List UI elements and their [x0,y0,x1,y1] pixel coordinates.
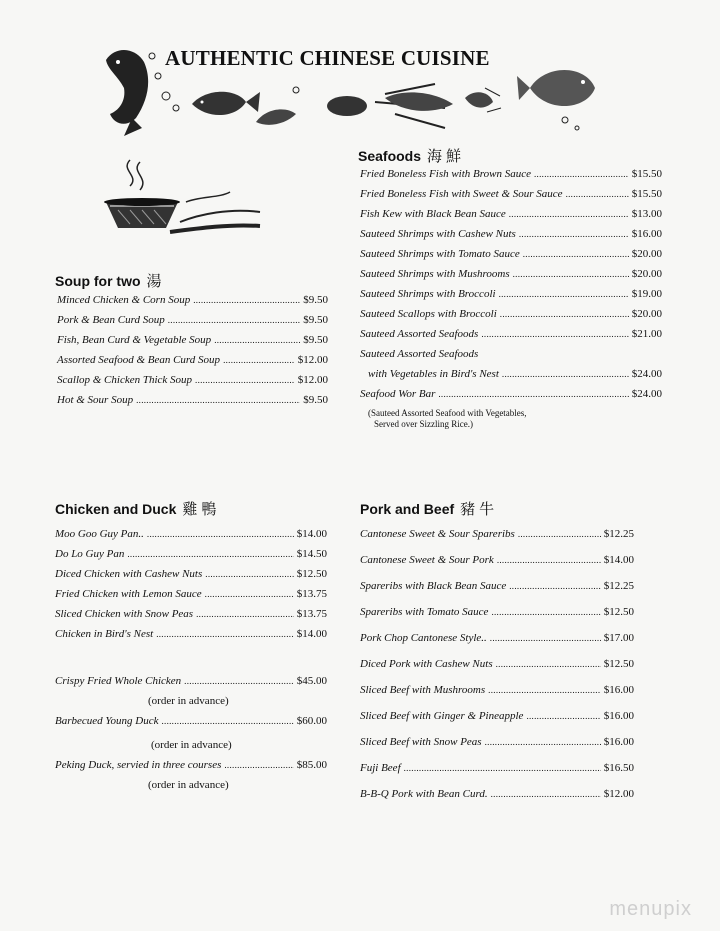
list-item: Scallop & Chicken Thick Soup ..... $12.00 [57,374,328,394]
pork-beef-list [360,528,634,814]
seafoods-section-title: Seafoods 海鮮 [358,147,466,165]
list-item: Chicken in Bird's Nest ..... $14.00 [55,628,327,648]
list-item: Sauteed Scallops with Broccoli ..... $20.00 [360,308,662,328]
list-item: B-B-Q Pork with Bean Curd. ..... $12.00 [360,788,634,814]
soup-section-title: Soup for two 湯 [55,272,166,290]
list-item: Sliced Beef with Snow Peas ..... $16.00 [360,736,634,762]
list-item: Seafood Wor Bar ..... $24.00 [360,388,662,408]
list-item: with Vegetables in Bird's Nest ..... $24.00 [360,368,662,388]
list-item: Fuji Beef ..... $16.50 [360,762,634,788]
list-item: Fish, Bean Curd & Vegetable Soup ..... $9.50 [57,334,328,354]
list-item: Sauteed Shrimps with Cashew Nuts ..... $16.00 [360,228,662,248]
list-item: Spareribs with Black Bean Sauce ..... $12.25 [360,580,634,606]
list-item: Sliced Beef with Ginger & Pineapple ..... $16.00 [360,710,634,736]
soup-list [57,294,328,414]
list-item: Sliced Chicken with Snow Peas ..... $13.75 [55,608,327,628]
list-item: Assorted Seafood & Bean Curd Soup ..... $12.00 [57,354,328,374]
chicken-duck-list [55,528,327,648]
chicken-duck-section-title: Chicken and Duck 雞鴨 [55,500,221,518]
pork-beef-section-title: Pork and Beef 豬牛 [360,500,499,518]
order-in-advance-note: (order in advance) [148,695,229,707]
menu-title: AUTHENTIC CHINESE CUISINE [165,46,490,70]
list-item: Diced Chicken with Cashew Nuts ..... $12.50 [55,568,327,588]
list-item: Fried Boneless Fish with Brown Sauce ..... $15.50 [360,168,662,188]
list-item: Fried Boneless Fish with Sweet & Sour Sauce ..... $15.50 [360,188,662,208]
list-item: Sliced Beef with Mushrooms ..... $16.00 [360,684,634,710]
list-item: Diced Pork with Cashew Nuts ..... $12.50 [360,658,634,684]
seafoods-list [360,168,662,430]
wor-bar-note: Served over Sizzling Rice.) [374,419,473,429]
watermark: menupix [609,898,692,920]
list-item: Sauteed Assorted Seafoods ..... $21.00 [360,328,662,348]
list-item: Pork & Bean Curd Soup ..... $9.50 [57,314,328,334]
list-item: Fried Chicken with Lemon Sauce ..... $13.75 [55,588,327,608]
list-item: Barbecued Young Duck ..... $60.00 [55,715,327,735]
list-item: Cantonese Sweet & Sour Spareribs ..... $12.25 [360,528,634,554]
list-item: Cantonese Sweet & Sour Pork ..... $14.00 [360,554,634,580]
list-item: Sauteed Shrimps with Tomato Sauce ..... $20.00 [360,248,662,268]
soup-bowl-illustration [100,152,270,247]
wor-bar-note: (Sauteed Assorted Seafood with Vegetables, [368,408,527,418]
list-item: Pork Chop Cantonese Style.. ..... $17.00 [360,632,634,658]
list-item: Sauteed Shrimps with Mushrooms ..... $20.00 [360,268,662,288]
chicken-duck-advance-list [55,675,327,799]
list-item: Sauteed Shrimps with Broccoli ..... $19.00 [360,288,662,308]
list-item: Spareribs with Tomato Sauce ..... $12.50 [360,606,634,632]
list-item-heading: Sauteed Assorted Seafoods [360,348,479,360]
list-item: Minced Chicken & Corn Soup ..... $9.50 [57,294,328,314]
list-item: Moo Goo Guy Pan.. ..... $14.00 [55,528,327,548]
order-in-advance-note: (order in advance) [151,739,232,751]
list-item: Do Lo Guy Pan ..... $14.50 [55,548,327,568]
list-item: Peking Duck, servied in three courses ..... $85.00 [55,759,327,779]
list-item: Hot & Sour Soup ..... $9.50 [57,394,328,414]
list-item: Fish Kew with Black Bean Sauce ..... $13.00 [360,208,662,228]
order-in-advance-note: (order in advance) [148,779,229,791]
list-item: Crispy Fried Whole Chicken ..... $45.00 [55,675,327,695]
